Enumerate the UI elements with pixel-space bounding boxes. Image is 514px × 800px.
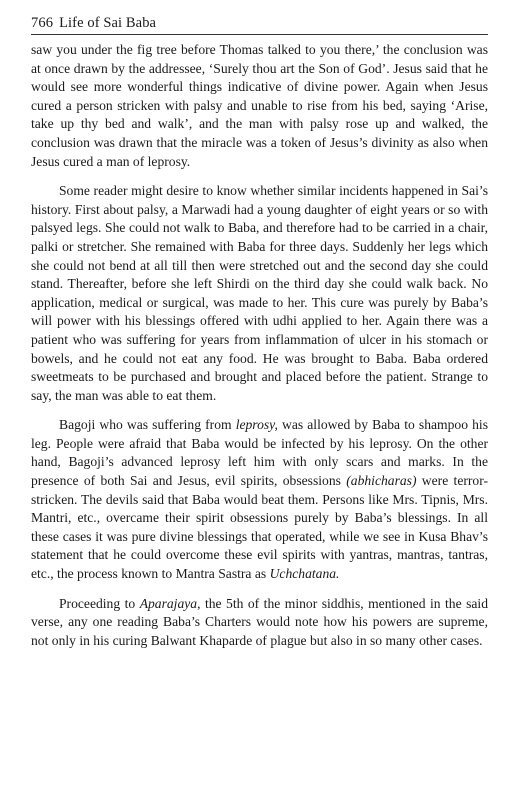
italic-term: Uchchatana. [269,566,340,582]
paragraph [31,182,488,405]
page-number: 766 [31,15,54,31]
paragraph [31,416,488,583]
running-head [31,14,488,32]
text-run: Proceeding to [59,595,140,611]
text-run: were terror-stricken. The devils said that Baba would beat them. Persons like Mrs. Tipnis, Mrs. Mantri, etc., overcame their spirit obsessions purely by Baba’s blessings. In all these cases it was pure divine blessings that operated, while we see in Kusa Bhav’s statement that he could overcome these evil spirits with yantras, mantras, tantras, etc., the process known to Mantra Sastra as [31,473,488,582]
text-run: saw you under the fig tree before Thomas talked to you there,’ the conclusion was at once drawn by the addressee, ‘Surely thou art the Son of God’. Jesus said that he would see more wonderful things indicative of divine power. Again when Jesus cured a person stricken with palsy and unable to rise from his bed, saying ‘Arise, take up thy bed and walk’, and the man with palsy rose up and walked, the conclusion was drawn that the miracle was a token of Jesus’s divinity as also when Jesus cured a man of leprosy. [31,42,488,169]
italic-term: leprosy, [235,417,278,433]
body-text [31,41,488,650]
header-rule [31,34,488,35]
paragraph [31,595,488,651]
text-run: was allowed by Baba to shampoo his leg. People were afraid that Baba would be infected by his leprosy. On the other hand, Bagoji’s advanced leprosy left him with only scars and marks. In the presence of both Sai and Jesus, evil spirits, obsessions [31,417,488,489]
italic-term: Aparajaya [139,595,198,611]
text-run: Bagoji who was suffering from [59,417,236,433]
text-run: , the 5th of the minor siddhis, mentioned in the said verse, any one reading Baba’s Charters would note how his powers are supreme, not only in his curing Balwant Khaparde of plague but also in so many other cases. [31,595,488,648]
running-title: Life of Sai Baba [59,15,157,31]
paragraph [31,41,488,171]
italic-term: (abhicharas) [346,473,417,489]
text-run: Some reader might desire to know whether similar incidents happened in Sai’s history. First about palsy, a Marwadi had a young daughter of eight years or so with palsyed legs. She could not walk to Baba, and therefore had to be carried in a chair, palki or stretcher. She remained with Baba for three days. Suddenly her legs which she could not bend at all till then were stretched out and the second day she could stand. Thereafter, before she left Shirdi on the third day she could walk back. No application, medical or surgical, was made to her. This cure was purely by Baba’s will power with his blessings offered with udhi applied to her. Again there was a patient who was suffering for years from inflammation of ulcer in his stomach or bowels, and he could not eat any food. He was brought to Baba. Baba ordered sweetmeats to be purchased and brought and placed before the patient. Strange to say, the man was able to eat them. [31,183,488,403]
